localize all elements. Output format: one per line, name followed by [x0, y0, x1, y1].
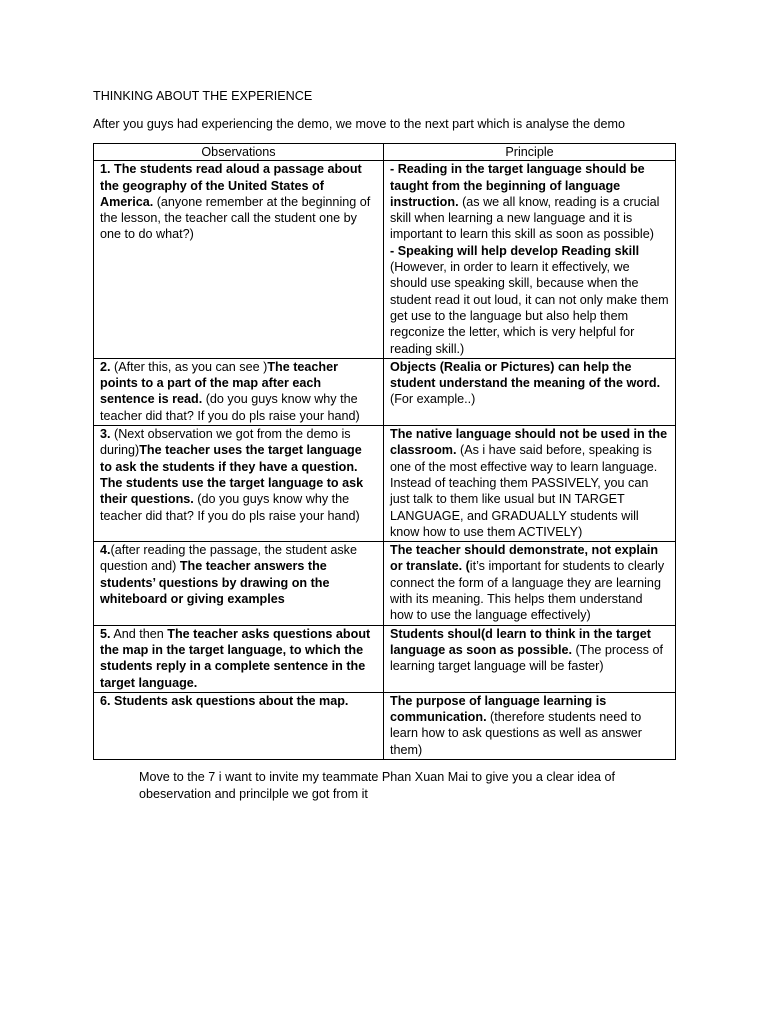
- bold-text-run: 6. Students ask questions about the map.: [100, 693, 349, 708]
- text-run: it’s important for students to clearly connect the form of a language they are learning with its meaning. This helps them understand how to use the language effectively): [390, 559, 665, 623]
- observation-cell: [94, 426, 384, 542]
- text-run: (As i have said before, speaking is one of the most effective way to learn language. Instead of teaching them PASSIVELY, you can just talk to them like usual but IN TARGET LANGUAGE, and GRADUALLY students will know how to use them ACTIVELY): [390, 443, 658, 539]
- bold-text-run: - Reading in the target language should be taught from the beginning of language instruction.: [390, 162, 645, 209]
- bold-text-run: Students shoul(d learn to think in the target language as soon as possible.: [390, 626, 651, 657]
- bold-text-run: The teacher asks questions about the map in the target language, to which the students reply in a complete sentence in the target language.: [100, 626, 371, 690]
- bold-text-run: 3.: [100, 427, 111, 442]
- table-row: [94, 692, 676, 759]
- principle-cell: [384, 625, 676, 692]
- text-run: (After this, as you can see ): [110, 359, 268, 374]
- observation-cell: [94, 358, 384, 425]
- document-heading: THINKING ABOUT THE EXPERIENCE: [93, 89, 313, 103]
- text-run: (anyone remember at the beginning of the lesson, the teacher call the student one by one to do what?): [100, 194, 371, 242]
- bold-text-run: 5.: [100, 626, 111, 641]
- text-run: (as we all know, reading is a crucial skill when learning a new language and it is important to learn this skill as soon as possible): [390, 194, 660, 242]
- bold-text-run: The teacher points to a part of the map after each sentence is read.: [100, 359, 339, 407]
- principle-cell: [384, 692, 676, 759]
- principle-cell: [384, 161, 676, 359]
- observation-cell: [94, 161, 384, 359]
- bold-text-run: Objects (Realia or Pictures) can help the student understand the meaning of the word.: [390, 359, 661, 391]
- table-row: [94, 161, 676, 359]
- text-run: (after reading the passage, the student aske question and): [100, 543, 357, 574]
- table-row: [94, 426, 676, 542]
- principle-cell: [384, 542, 676, 625]
- table-header-row: [94, 144, 676, 161]
- text-run: (do you guys know why the teacher did that? If you do pls raise your hand): [100, 492, 360, 523]
- text-run: (For example..): [390, 392, 476, 407]
- observation-cell: [94, 542, 384, 625]
- principle-cell: [384, 426, 676, 542]
- bold-text-run: The teacher uses the target language to ask the students if they have a question. The students use the target language to ask their questions.: [100, 443, 364, 507]
- bold-text-run: - Speaking will help develop Reading skill: [390, 243, 640, 258]
- header-principle: Principle: [384, 144, 676, 161]
- bold-text-run: 4.: [100, 543, 111, 558]
- bold-text-run: 1. The students read aloud a passage about the geography of the United States of America.: [100, 162, 362, 209]
- text-run: (Next observation we got from the demo is during): [100, 427, 351, 458]
- text-run: (The process of learning target language will be faster): [390, 642, 663, 674]
- bold-text-run: 2.: [100, 359, 111, 374]
- closing-paragraph: Move to the 7 i want to invite my teammate Phan Xuan Mai to give you a clear idea of obeservation and princilple we got from it: [139, 770, 616, 801]
- bold-text-run: The purpose of language learning is communication.: [390, 693, 607, 725]
- table-body: [94, 161, 676, 760]
- header-observations: Observations: [94, 144, 384, 161]
- principle-cell: [384, 358, 676, 425]
- text-run: (do you guys know why the teacher did that? If you do pls raise your hand): [100, 392, 360, 423]
- observations-principles-table: [93, 143, 676, 760]
- table-row: [94, 625, 676, 692]
- table-row: [94, 542, 676, 625]
- text-run: (therefore students need to learn how to ask questions as well as answer them): [390, 710, 643, 757]
- text-run: (However, in order to learn it effectively, we should use speaking skill, because when the student read it out loud, it can not only make them get use to the language but also help them regconize the letter, which is very helpful for reading skill.): [390, 260, 669, 356]
- bold-text-run: The teacher should demonstrate, not explain or translate. (: [390, 543, 659, 574]
- bold-text-run: The native language should not be used in the classroom.: [390, 427, 668, 458]
- text-run: And then: [110, 626, 168, 641]
- intro-paragraph: After you guys had experiencing the demo, we move to the next part which is analyse the demo: [93, 117, 626, 131]
- bold-text-run: The teacher answers the students’ questions by drawing on the whiteboard or giving examples: [100, 559, 330, 607]
- observation-cell: [94, 692, 384, 759]
- table-row: [94, 358, 676, 425]
- observation-cell: [94, 625, 384, 692]
